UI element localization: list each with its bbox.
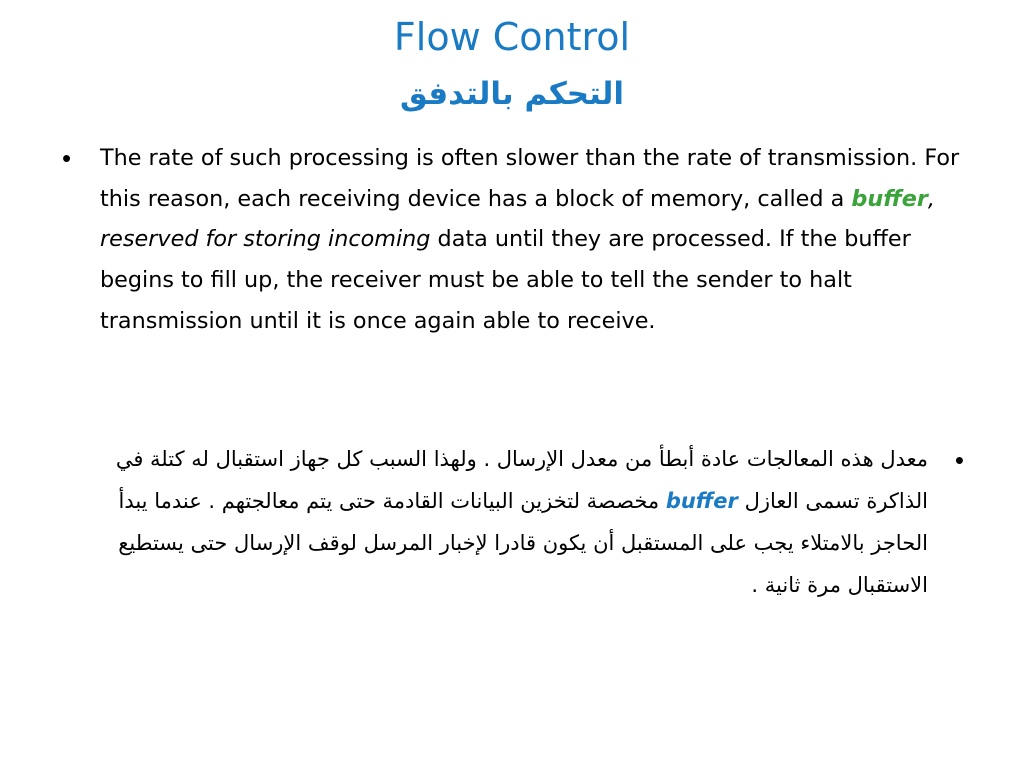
slide-title: Flow Control [393, 15, 631, 59]
bullet-marker-arabic: • [954, 445, 964, 475]
english-paragraph [100, 138, 960, 342]
slide-title-arabic: التحكم بالتدفق [399, 76, 625, 112]
buffer-keyword-arabic: buffer [665, 489, 738, 513]
buffer-keyword: buffer [851, 185, 928, 212]
english-text-part1: The rate of such processing is often slower than the rate of transmission. For this reason, each receiving device has a block of memory, called a [100, 145, 960, 212]
arabic-text-part1: معدل هذه المعالجات عادة أبطأ من معدل الإرسال . ولهذا السبب كل جهاز استقبال له كتلة في الذاكرة تسمى العازل [115, 447, 928, 513]
english-text-part2: data until they are processed. If the buffer begins to fill up, the receiver must be able to tell the sender to halt transmission until it is once again able to receive. [100, 226, 911, 334]
bullet-marker: • [62, 143, 72, 173]
english-italic-text: , reserved for storing incoming [100, 185, 935, 253]
arabic-text-part2: مخصصة لتخزين البيانات القادمة حتى يتم معالجتهم . عندما يبدأ الحاجز بالامتلاء يجب على المستقبل أن يكون قادرا لإخبار المرسل لوقف الإرسال حتى يستطيع الاستقبال مرة ثانية . [118, 489, 928, 597]
arabic-paragraph [68, 438, 928, 606]
